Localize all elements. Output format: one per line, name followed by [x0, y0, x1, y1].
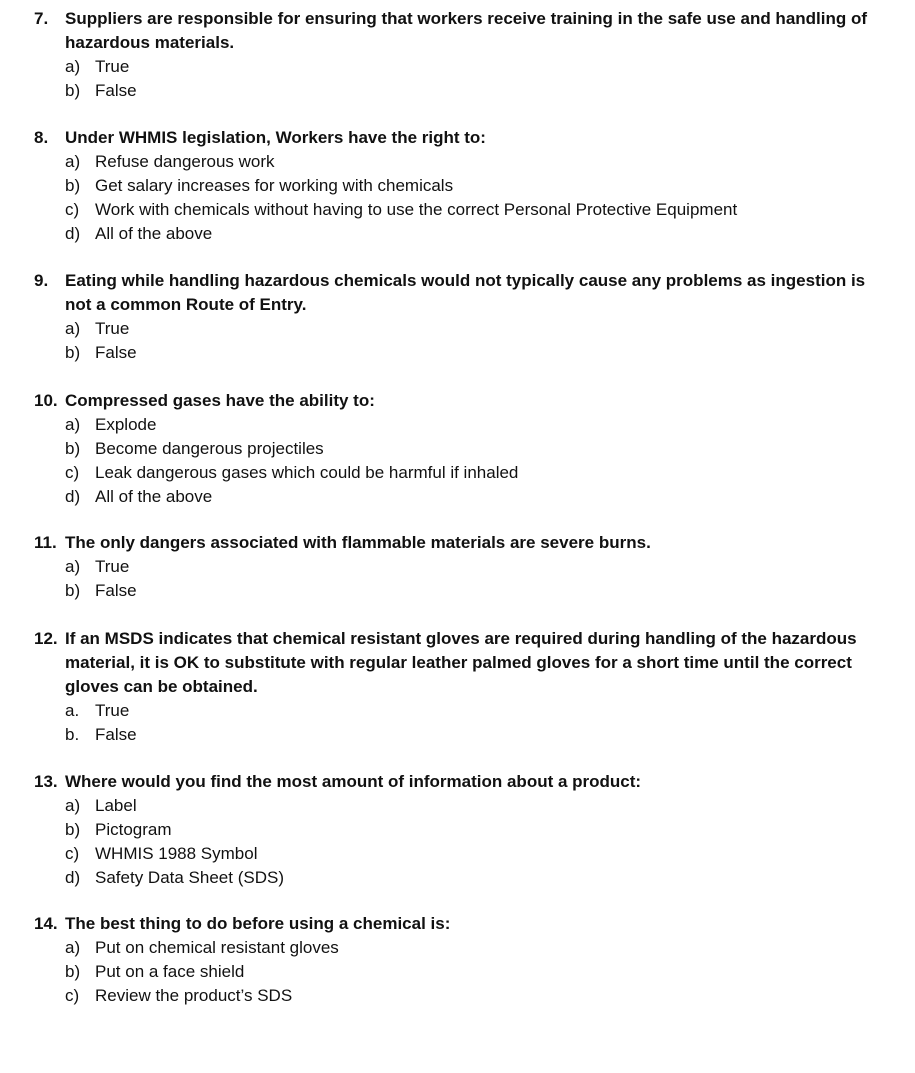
- answer-option[interactable]: [34, 723, 894, 747]
- option-letter: c): [65, 986, 80, 1005]
- answer-options: [34, 150, 894, 246]
- option-letter: b): [65, 581, 81, 600]
- question-heading: [34, 912, 894, 936]
- answer-options: [34, 936, 894, 1008]
- question-text: The best thing to do before using a chemical is:: [65, 914, 451, 933]
- answer-option[interactable]: [34, 579, 894, 603]
- answer-options: [34, 413, 894, 509]
- option-text: True: [95, 557, 130, 576]
- question-14: [34, 912, 894, 1008]
- question-9: [34, 269, 894, 365]
- option-letter: b): [65, 176, 81, 195]
- question-12: [34, 627, 894, 747]
- option-letter: a): [65, 796, 81, 815]
- question-text: Eating while handling hazardous chemicals would not typically cause any problems as ingestion is not a common Route of Entry.: [65, 271, 866, 314]
- question-number: 13.: [34, 772, 58, 791]
- option-text: Refuse dangerous work: [95, 152, 275, 171]
- answer-option[interactable]: [34, 341, 894, 365]
- question-heading: [34, 269, 894, 317]
- question-heading: [34, 531, 894, 555]
- answer-option[interactable]: [34, 842, 894, 866]
- question-heading: [34, 126, 894, 150]
- question-number: 8.: [34, 128, 49, 147]
- question-text: If an MSDS indicates that chemical resistant gloves are required during handling of the hazardous material, it is OK to substitute with regular leather palmed gloves for a short time until the correct gloves can be obtained.: [65, 629, 857, 696]
- question-8: [34, 126, 894, 246]
- option-text: False: [95, 581, 137, 600]
- option-letter: b.: [65, 725, 80, 744]
- answer-option[interactable]: [34, 866, 894, 890]
- question-heading: [34, 627, 894, 699]
- option-letter: d): [65, 868, 81, 887]
- answer-option[interactable]: [34, 413, 894, 437]
- question-text: Compressed gases have the ability to:: [65, 391, 375, 410]
- option-letter: b): [65, 962, 81, 981]
- option-letter: a): [65, 152, 81, 171]
- option-letter: b): [65, 820, 81, 839]
- question-text: Under WHMIS legislation, Workers have the right to:: [65, 128, 486, 147]
- option-letter: a): [65, 57, 81, 76]
- answer-options: [34, 699, 894, 747]
- option-text: Put on a face shield: [95, 962, 245, 981]
- option-letter: c): [65, 463, 80, 482]
- answer-option[interactable]: [34, 936, 894, 960]
- answer-options: [34, 555, 894, 603]
- option-letter: a): [65, 319, 81, 338]
- question-number: 9.: [34, 271, 49, 290]
- option-text: Put on chemical resistant gloves: [95, 938, 339, 957]
- option-letter: c): [65, 200, 80, 219]
- option-letter: a): [65, 557, 81, 576]
- answer-option[interactable]: [34, 485, 894, 509]
- answer-options: [34, 317, 894, 365]
- option-text: Leak dangerous gases which could be harmful if inhaled: [95, 463, 519, 482]
- answer-option[interactable]: [34, 555, 894, 579]
- answer-options: [34, 55, 894, 103]
- question-number: 12.: [34, 629, 58, 648]
- question-10: [34, 389, 894, 509]
- option-text: All of the above: [95, 224, 213, 243]
- option-text: False: [95, 343, 137, 362]
- question-text: The only dangers associated with flammable materials are severe burns.: [65, 533, 651, 552]
- question-13: [34, 770, 894, 890]
- answer-option[interactable]: [34, 55, 894, 79]
- option-text: True: [95, 701, 130, 720]
- answer-option[interactable]: [34, 960, 894, 984]
- option-letter: d): [65, 487, 81, 506]
- answer-option[interactable]: [34, 461, 894, 485]
- option-letter: c): [65, 844, 80, 863]
- question-heading: [34, 389, 894, 413]
- option-text: False: [95, 725, 137, 744]
- option-text: True: [95, 57, 130, 76]
- option-text: Pictogram: [95, 820, 172, 839]
- question-number: 7.: [34, 9, 49, 28]
- question-heading: [34, 7, 894, 55]
- option-text: Explode: [95, 415, 157, 434]
- question-text: Suppliers are responsible for ensuring that workers receive training in the safe use and handling of hazardous materials.: [65, 9, 868, 52]
- answer-option[interactable]: [34, 984, 894, 1008]
- answer-option[interactable]: [34, 222, 894, 246]
- option-text: False: [95, 81, 137, 100]
- option-letter: a): [65, 415, 81, 434]
- option-letter: a.: [65, 701, 80, 720]
- question-11: [34, 531, 894, 603]
- answer-option[interactable]: [34, 174, 894, 198]
- answer-option[interactable]: [34, 317, 894, 341]
- option-letter: d): [65, 224, 81, 243]
- option-text: Get salary increases for working with chemicals: [95, 176, 454, 195]
- question-heading: [34, 770, 894, 794]
- answer-option[interactable]: [34, 699, 894, 723]
- option-letter: b): [65, 439, 81, 458]
- option-text: WHMIS 1988 Symbol: [95, 844, 258, 863]
- answer-options: [34, 794, 894, 890]
- answer-option[interactable]: [34, 198, 894, 222]
- question-number: 11.: [34, 533, 57, 552]
- answer-option[interactable]: [34, 818, 894, 842]
- option-text: Review the product’s SDS: [95, 986, 293, 1005]
- answer-option[interactable]: [34, 150, 894, 174]
- option-letter: a): [65, 938, 81, 957]
- option-text: Label: [95, 796, 137, 815]
- option-letter: b): [65, 343, 81, 362]
- option-text: All of the above: [95, 487, 213, 506]
- answer-option[interactable]: [34, 79, 894, 103]
- question-number: 14.: [34, 914, 58, 933]
- option-text: Safety Data Sheet (SDS): [95, 868, 284, 887]
- answer-option[interactable]: [34, 794, 894, 818]
- answer-option[interactable]: [34, 437, 894, 461]
- question-text: Where would you find the most amount of information about a product:: [65, 772, 642, 791]
- question-7: [34, 7, 894, 103]
- question-number: 10.: [34, 391, 58, 410]
- option-text: Become dangerous projectiles: [95, 439, 324, 458]
- option-text: True: [95, 319, 130, 338]
- option-letter: b): [65, 81, 81, 100]
- option-text: Work with chemicals without having to use the correct Personal Protective Equipment: [95, 200, 738, 219]
